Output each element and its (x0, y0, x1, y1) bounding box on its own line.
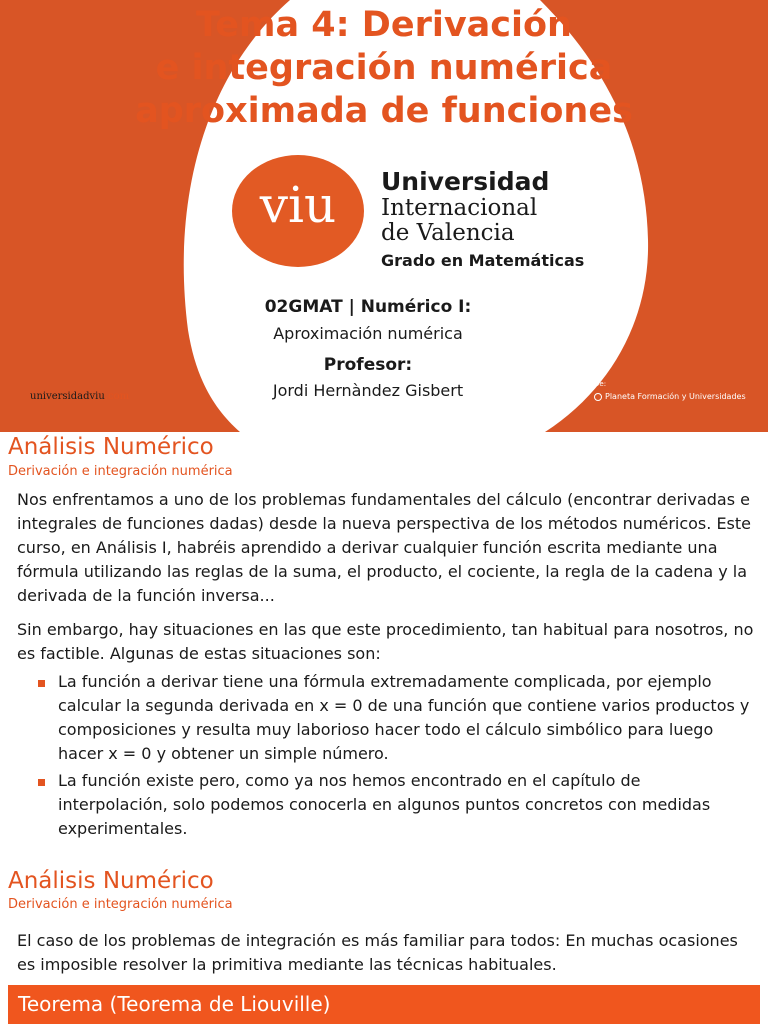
title-line-1: Tema 4: Derivación (196, 5, 572, 45)
globe-icon (594, 393, 602, 401)
bullet-text: La función a derivar tiene una fórmula extremadamente complicada, por ejemplo calcular la segunda derivada en x = 0 de una función que contiene varios productos y composiciones y resulta muy laborioso hacer todo el cálculo simbólico para luego hacer x = 0 y obtener un simple número. (58, 672, 750, 763)
bullet-marker (38, 779, 45, 786)
list-item (38, 769, 750, 841)
professor-name: Jordi Hernàndez Gisbert (272, 381, 464, 400)
degree-name: Grado en Matemáticas (381, 251, 585, 270)
viu-logo-text: viu (259, 176, 337, 234)
theorem-header: Teorema (Teorema de Liouville) (8, 985, 760, 1024)
university-line-2: Internacional (381, 195, 538, 221)
bullet-marker (38, 680, 45, 687)
from-label: De: (594, 380, 607, 388)
slide2-paragraph-2: Sin embargo, hay situaciones en las que este procedimiento, tan habitual para nosotros, no es factible. Algunas de estas situaciones son: (17, 620, 754, 663)
bullet-text: La función existe pero, como ya nos hemos encontrado en el capítulo de interpolación, solo podemos conocerla en algunos puntos concretos con medidas experimentales. (58, 771, 711, 838)
group-name: Planeta Formación y Universidades (605, 392, 746, 401)
slide2-section-subtitle: Derivación e integración numérica (8, 464, 233, 479)
slide3-section-subtitle: Derivación e integración numérica (8, 897, 233, 912)
professor-label: Profesor: (323, 355, 413, 375)
title-line-3: aproximada de funciones (135, 91, 633, 131)
slide2-section-title: Análisis Numérico (8, 434, 214, 460)
slide3-section-title: Análisis Numérico (8, 868, 214, 894)
website-tld: .com (104, 391, 130, 402)
title-slide (0, 0, 768, 432)
slide2-paragraph-1: Nos enfrentamos a uno de los problemas fundamentales del cálculo (encontrar derivadas e integrales de funciones dadas) desde la nueva perspectiva de los métodos numéricos. Este curso, en Análisis I, habréis aprendido a derivar cualquier función escrita mediante una fórmula utilizando las reglas de la suma, el producto, el cociente, la regla de la cadena y la derivada de la función inversa... (17, 490, 751, 605)
title-line-2: e integración numérica (155, 48, 613, 88)
website-main: universidadviu (30, 391, 105, 402)
website-url (30, 391, 129, 402)
university-line-1: Universidad (381, 167, 550, 196)
slide3-paragraph: El caso de los problemas de integración es más familiar para todos: En muchas ocasiones es imposible resolver la primitiva mediante las técnicas habituales. (17, 931, 738, 974)
university-name (381, 168, 549, 246)
presentation-title (0, 4, 768, 133)
course-subtitle: Aproximación numérica (273, 324, 463, 343)
course-code: 02GMAT | Numérico I: (264, 297, 472, 317)
list-item (38, 670, 750, 766)
slide2-bullet-list (38, 670, 750, 844)
university-line-3: de Valencia (381, 220, 515, 246)
group-branding (594, 392, 746, 401)
